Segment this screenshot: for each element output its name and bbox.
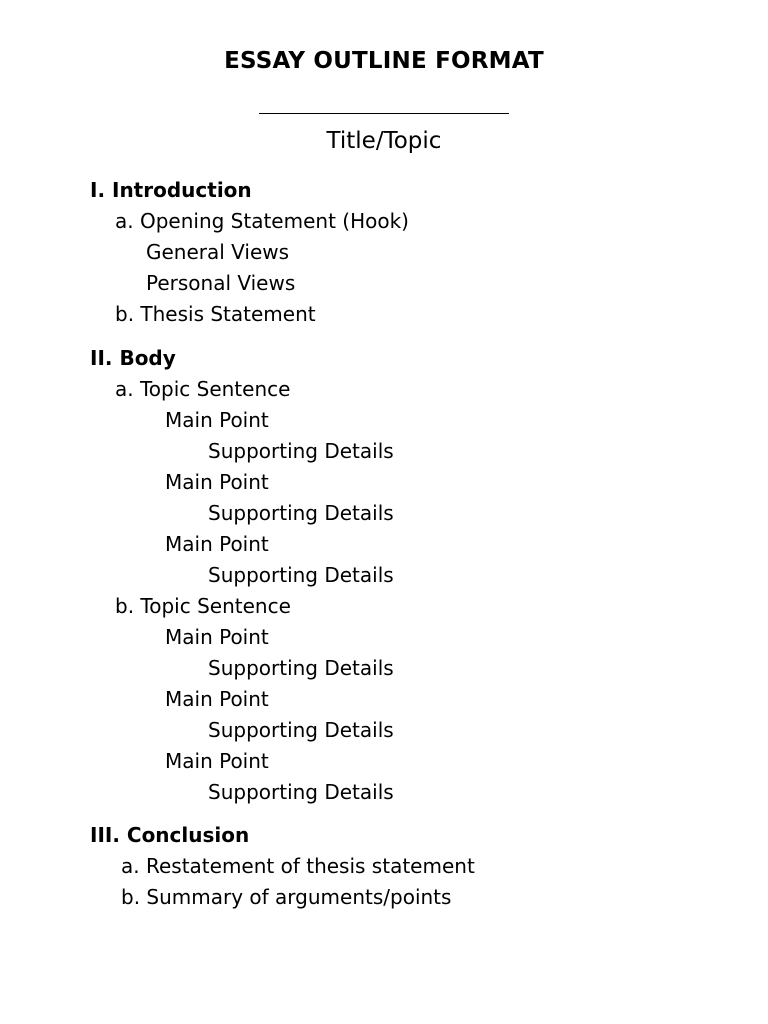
supporting-details-item: Supporting Details <box>208 563 394 587</box>
personal-views-item: Personal Views <box>146 271 296 295</box>
supporting-details-item: Supporting Details <box>208 439 394 463</box>
thesis-statement-item: b. Thesis Statement <box>115 302 316 326</box>
body-section <box>0 343 768 808</box>
restatement-item: a. Restatement of thesis statement <box>121 854 475 878</box>
main-point-item: Main Point <box>165 625 269 649</box>
title-blank-line <box>259 113 509 114</box>
main-point-item: Main Point <box>165 749 269 773</box>
essay-outline <box>0 175 768 913</box>
main-point-item: Main Point <box>165 532 269 556</box>
introduction-section <box>0 175 768 330</box>
document-title: ESSAY OUTLINE FORMAT <box>224 48 544 74</box>
topic-sentence-a: a. Topic Sentence <box>115 377 291 401</box>
main-point-item: Main Point <box>165 408 269 432</box>
general-views-item: General Views <box>146 240 290 264</box>
supporting-details-item: Supporting Details <box>208 656 394 680</box>
supporting-details-item: Supporting Details <box>208 501 394 525</box>
section-spacer <box>0 808 768 820</box>
supporting-details-item: Supporting Details <box>208 780 394 804</box>
supporting-details-item: Supporting Details <box>208 718 394 742</box>
title-topic-caption: Title/Topic <box>326 128 442 154</box>
topic-sentence-b: b. Topic Sentence <box>115 594 291 618</box>
introduction-heading: I. Introduction <box>90 178 252 202</box>
conclusion-section <box>0 820 768 913</box>
summary-item: b. Summary of arguments/points <box>121 885 452 909</box>
body-heading: II. Body <box>90 346 176 370</box>
main-point-item: Main Point <box>165 687 269 711</box>
section-spacer <box>0 330 768 343</box>
conclusion-heading: III. Conclusion <box>90 823 250 847</box>
main-point-item: Main Point <box>165 470 269 494</box>
opening-statement-item: a. Opening Statement (Hook) <box>115 209 409 233</box>
